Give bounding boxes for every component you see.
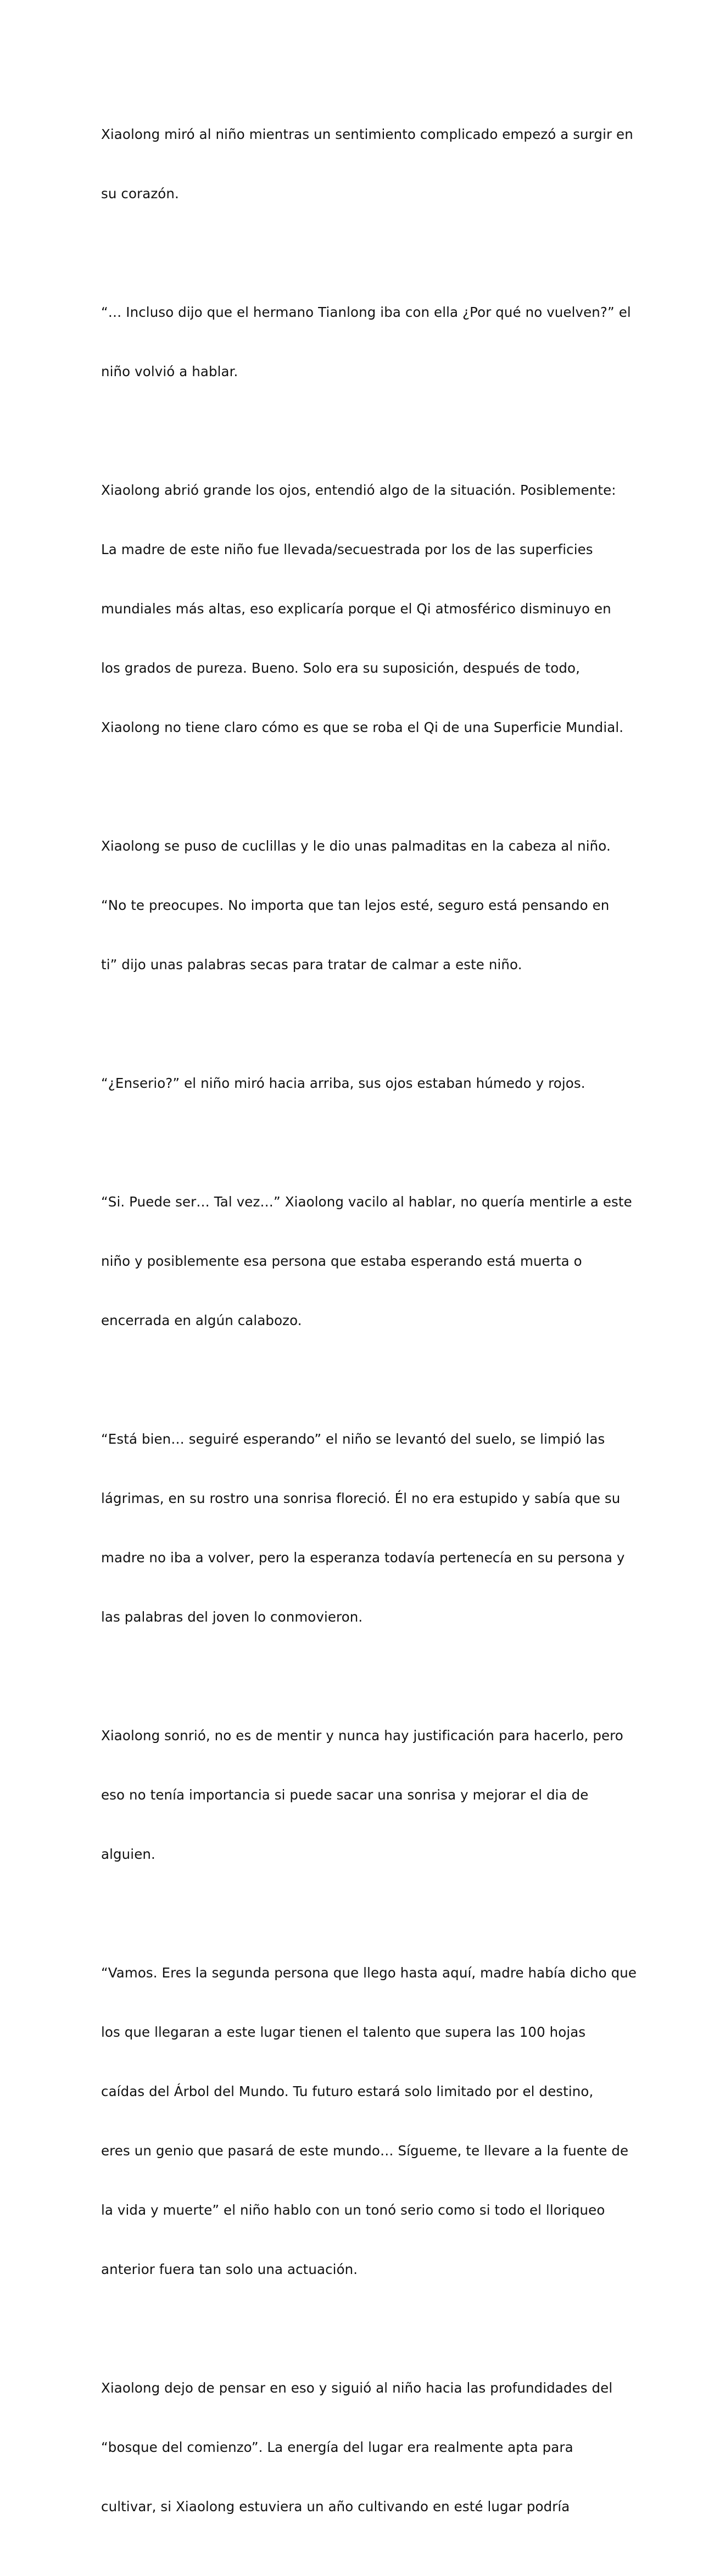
text-line: cultivar, si Xiaolong estuviera un año cultivando en esté lugar podría (101, 2499, 570, 2514)
text-line: eso no tenía importancia si puede sacar una sonrisa y mejorar el dia de (101, 1787, 589, 1803)
text-line: eres un genio que pasará de este mundo… Sígueme, te llevare a la fuente de (101, 2143, 629, 2159)
paragraph (101, 797, 612, 1014)
text-line: “¿Enserio?” el niño miró hacia arriba, sus ojos estaban húmedo y rojos. (101, 1075, 585, 1091)
paragraph (101, 1034, 612, 1133)
text-line: encerrada en algún calabozo. (101, 1312, 302, 1328)
text-line: Xiaolong abrió grande los ojos, entendió algo de la situación. Posiblemente: (101, 482, 616, 498)
text-line: niño y posiblemente esa persona que estaba esperando está muerta o (101, 1253, 582, 1269)
text-line: “… Incluso dijo que el hermano Tianlong iba con ella ¿Por qué no vuelven?” el (101, 304, 631, 320)
paragraph (101, 1686, 623, 1904)
text-line: ti” dijo unas palabras secas para tratar de calmar a este niño. (101, 957, 522, 973)
text-line: lágrimas, en su rostro una sonrisa floreció. Él no era estupido y sabía que su (101, 1490, 621, 1506)
paragraph (101, 1924, 637, 2319)
text-line: Xiaolong no tiene claro cómo es que se roba el Qi de una Superficie Mundial. (101, 719, 624, 735)
text-line: “Vamos. Eres la segunda persona que llego hasta aquí, madre había dicho que (101, 1965, 637, 1981)
text-line: “bosque del comienzo”. La energía del lugar era realmente apta para (101, 2439, 573, 2455)
text-line: su corazón. (101, 186, 179, 202)
document-body (101, 85, 637, 2576)
text-line: Xiaolong dejo de pensar en eso y siguió al niño hacia las profundidades del (101, 2380, 613, 2396)
text-line: “Está bien… seguiré esperando” el niño se levantó del suelo, se limpió las (101, 1431, 605, 1447)
text-line: Xiaolong sonrió, no es de mentir y nunca hay justificación para hacerlo, pero (101, 1728, 623, 1744)
paragraph (101, 2339, 612, 2556)
text-line: mundiales más altas, eso explicaría porque el Qi atmosférico disminuyo en (101, 601, 611, 617)
text-line: La madre de este niño fue llevada/secuestrada por los de las superficies (101, 541, 593, 557)
paragraph (101, 441, 624, 777)
text-line: alguien. (101, 1846, 155, 1862)
text-line: caídas del Árbol del Mundo. Tu futuro estará solo limitado por el destino, (101, 2083, 594, 2099)
text-line: los grados de pureza. Bueno. Solo era su suposición, después de todo, (101, 660, 580, 676)
paragraph (101, 1153, 632, 1370)
text-line: “Si. Puede ser… Tal vez…” Xiaolong vacilo al hablar, no quería mentirle a este (101, 1194, 632, 1210)
text-line: Xiaolong miró al niño mientras un sentimiento complicado empezó a surgir en (101, 126, 633, 142)
text-line: madre no iba a volver, pero la esperanza todavía pertenecía en su persona y (101, 1550, 625, 1566)
paragraph (101, 85, 633, 243)
text-line: niño volvió a hablar. (101, 364, 238, 379)
text-line: anterior fuera tan solo una actuación. (101, 2261, 358, 2277)
text-line: la vida y muerte” el niño hablo con un tonó serio como si todo el lloriqueo (101, 2202, 605, 2218)
paragraph (101, 1390, 625, 1667)
text-line: las palabras del joven lo conmovieron. (101, 1609, 363, 1625)
paragraph (101, 263, 631, 421)
text-line: “No te preocupes. No importa que tan lejos esté, seguro está pensando en (101, 897, 610, 913)
text-line: Xiaolong se puso de cuclillas y le dio unas palmaditas en la cabeza al niño. (101, 838, 611, 854)
text-line: los que llegaran a este lugar tienen el talento que supera las 100 hojas (101, 2024, 586, 2040)
